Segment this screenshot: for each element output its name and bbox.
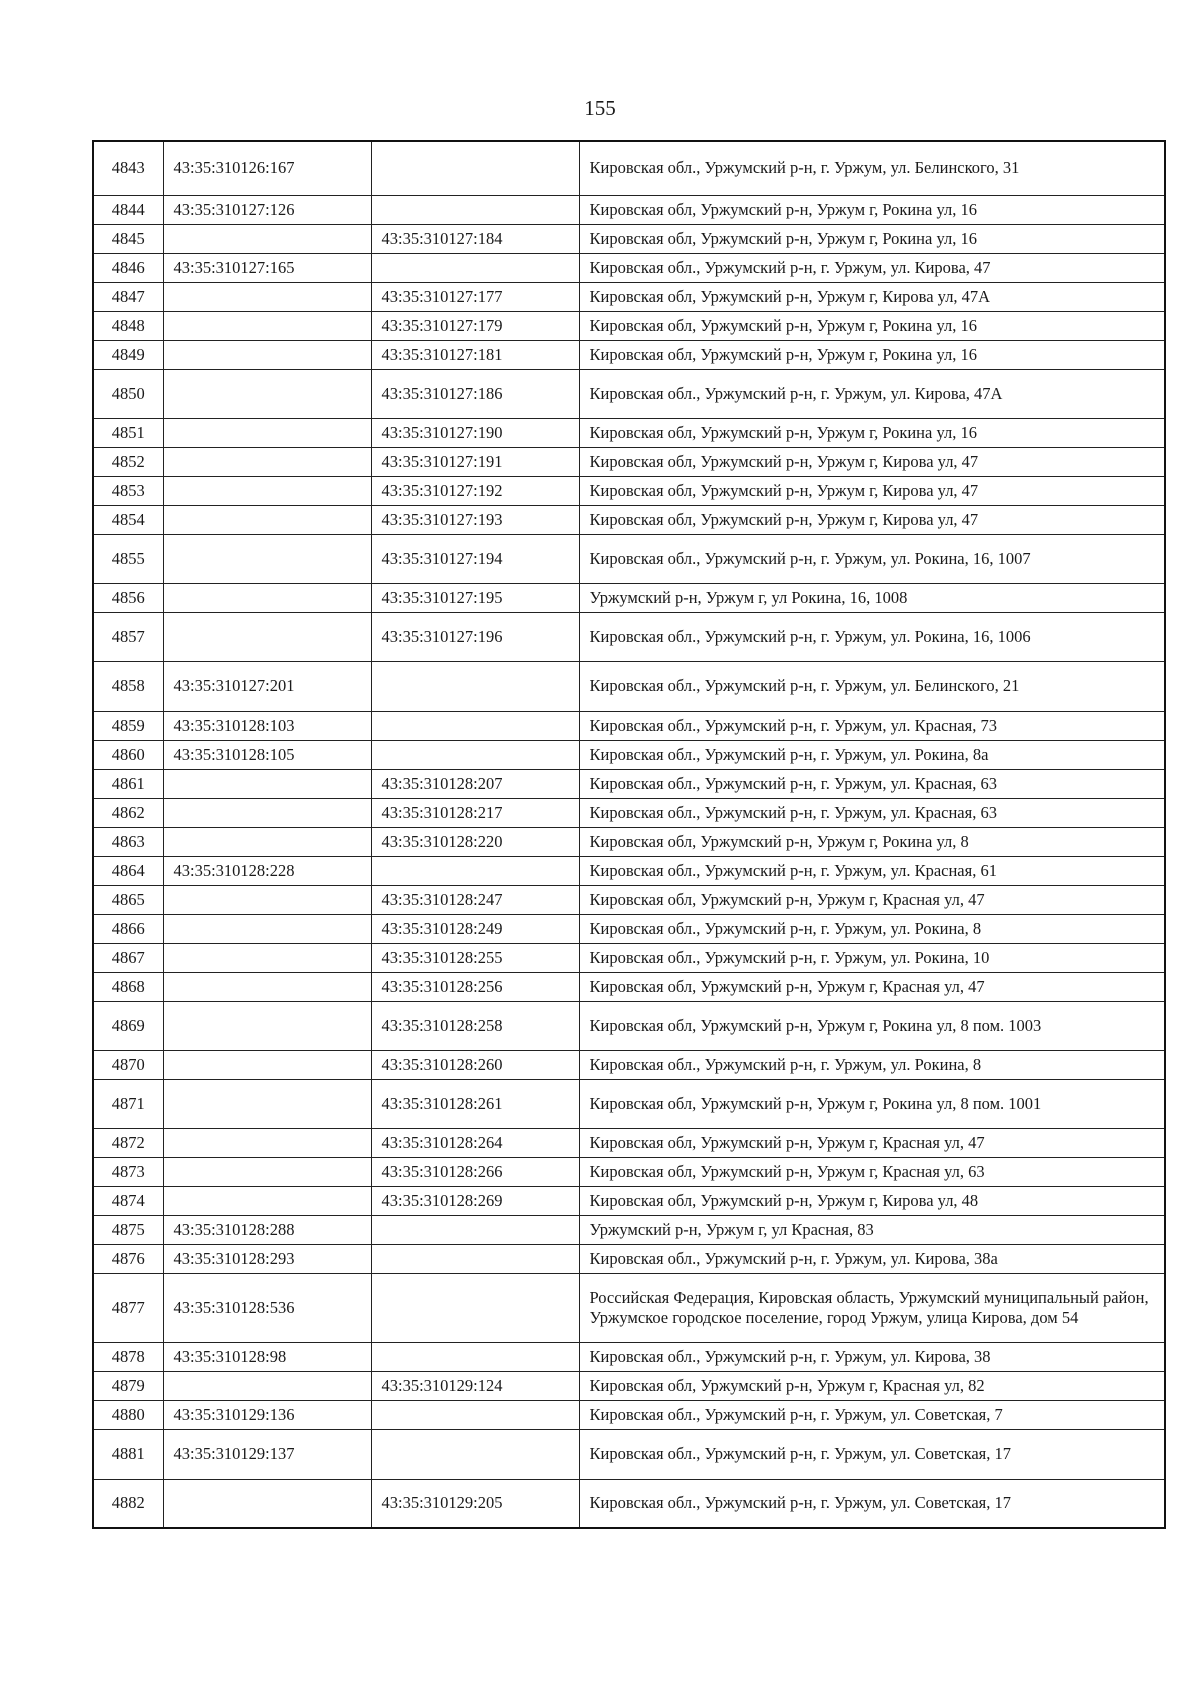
object-number-cell xyxy=(371,1244,579,1273)
table-row xyxy=(93,583,1165,612)
table-row xyxy=(93,711,1165,740)
object-number-cell: 43:35:310128:264 xyxy=(371,1128,579,1157)
row-number-cell: 4876 xyxy=(93,1244,163,1273)
row-number-cell: 4852 xyxy=(93,447,163,476)
table-row xyxy=(93,769,1165,798)
parcel-number-cell xyxy=(163,340,371,369)
parcel-number-cell xyxy=(163,311,371,340)
table-row xyxy=(93,224,1165,253)
parcel-number-cell: 43:35:310129:137 xyxy=(163,1429,371,1479)
address-cell: Кировская обл., Уржумский р-н, г. Уржум, ул. Советская, 7 xyxy=(579,1400,1165,1429)
row-number-cell: 4872 xyxy=(93,1128,163,1157)
address-cell: Кировская обл, Уржумский р-н, Уржум г, Красная ул, 63 xyxy=(579,1157,1165,1186)
row-number-cell: 4843 xyxy=(93,141,163,195)
address-cell: Кировская обл., Уржумский р-н, г. Уржум, ул. Красная, 63 xyxy=(579,769,1165,798)
table-row xyxy=(93,1215,1165,1244)
address-cell: Кировская обл, Уржумский р-н, Уржум г, Рокина ул, 16 xyxy=(579,311,1165,340)
object-number-cell: 43:35:310128:269 xyxy=(371,1186,579,1215)
parcel-number-cell: 43:35:310129:136 xyxy=(163,1400,371,1429)
table-row xyxy=(93,914,1165,943)
address-cell: Кировская обл, Уржумский р-н, Уржум г, Кирова ул, 47 xyxy=(579,447,1165,476)
parcel-number-cell xyxy=(163,1157,371,1186)
table-row xyxy=(93,253,1165,282)
row-number-cell: 4861 xyxy=(93,769,163,798)
address-cell: Кировская обл, Уржумский р-н, Уржум г, Красная ул, 82 xyxy=(579,1371,1165,1400)
row-number-cell: 4863 xyxy=(93,827,163,856)
table-row xyxy=(93,856,1165,885)
object-number-cell: 43:35:310127:191 xyxy=(371,447,579,476)
address-cell: Кировская обл, Уржумский р-н, Уржум г, Рокина ул, 16 xyxy=(579,195,1165,224)
row-number-cell: 4882 xyxy=(93,1479,163,1528)
address-cell: Кировская обл, Уржумский р-н, Уржум г, Рокина ул, 16 xyxy=(579,340,1165,369)
object-number-cell: 43:35:310127:186 xyxy=(371,369,579,418)
row-number-cell: 4873 xyxy=(93,1157,163,1186)
row-number-cell: 4850 xyxy=(93,369,163,418)
table-row xyxy=(93,534,1165,583)
table-row xyxy=(93,1429,1165,1479)
object-number-cell: 43:35:310128:247 xyxy=(371,885,579,914)
object-number-cell: 43:35:310128:217 xyxy=(371,798,579,827)
object-number-cell: 43:35:310127:195 xyxy=(371,583,579,612)
address-cell: Кировская обл, Уржумский р-н, Уржум г, Кирова ул, 47А xyxy=(579,282,1165,311)
table-row xyxy=(93,972,1165,1001)
object-number-cell xyxy=(371,1342,579,1371)
row-number-cell: 4866 xyxy=(93,914,163,943)
row-number-cell: 4874 xyxy=(93,1186,163,1215)
object-number-cell xyxy=(371,1400,579,1429)
address-cell: Уржумский р-н, Уржум г, ул Красная, 83 xyxy=(579,1215,1165,1244)
row-number-cell: 4862 xyxy=(93,798,163,827)
table-row xyxy=(93,827,1165,856)
table-row xyxy=(93,885,1165,914)
parcel-number-cell: 43:35:310127:201 xyxy=(163,661,371,711)
address-cell: Кировская обл, Уржумский р-н, Уржум г, Красная ул, 47 xyxy=(579,972,1165,1001)
object-number-cell xyxy=(371,711,579,740)
table-row xyxy=(93,1479,1165,1528)
parcel-number-cell xyxy=(163,943,371,972)
row-number-cell: 4851 xyxy=(93,418,163,447)
address-cell: Кировская обл., Уржумский р-н, г. Уржум, ул. Кирова, 47А xyxy=(579,369,1165,418)
object-number-cell xyxy=(371,141,579,195)
row-number-cell: 4846 xyxy=(93,253,163,282)
row-number-cell: 4879 xyxy=(93,1371,163,1400)
address-cell: Кировская обл, Уржумский р-н, Уржум г, Рокина ул, 16 xyxy=(579,418,1165,447)
parcel-number-cell xyxy=(163,1079,371,1128)
parcel-number-cell xyxy=(163,1128,371,1157)
parcel-number-cell xyxy=(163,1371,371,1400)
object-number-cell: 43:35:310128:261 xyxy=(371,1079,579,1128)
parcel-number-cell xyxy=(163,534,371,583)
object-number-cell xyxy=(371,740,579,769)
table-row xyxy=(93,1001,1165,1050)
parcel-number-cell xyxy=(163,224,371,253)
address-cell: Уржумский р-н, Уржум г, ул Рокина, 16, 1008 xyxy=(579,583,1165,612)
address-cell: Кировская обл., Уржумский р-н, г. Уржум, ул. Кирова, 38 xyxy=(579,1342,1165,1371)
parcel-number-cell: 43:35:310128:536 xyxy=(163,1273,371,1342)
row-number-cell: 4849 xyxy=(93,340,163,369)
table-row xyxy=(93,505,1165,534)
object-number-cell: 43:35:310128:256 xyxy=(371,972,579,1001)
object-number-cell: 43:35:310127:184 xyxy=(371,224,579,253)
object-number-cell: 43:35:310128:207 xyxy=(371,769,579,798)
parcel-number-cell xyxy=(163,1479,371,1528)
table-row xyxy=(93,418,1165,447)
object-number-cell: 43:35:310129:124 xyxy=(371,1371,579,1400)
address-cell: Кировская обл., Уржумский р-н, г. Уржум, ул. Рокина, 8 xyxy=(579,1050,1165,1079)
address-cell: Кировская обл., Уржумский р-н, г. Уржум, ул. Белинского, 31 xyxy=(579,141,1165,195)
object-number-cell: 43:35:310128:258 xyxy=(371,1001,579,1050)
table-row xyxy=(93,340,1165,369)
table-row xyxy=(93,740,1165,769)
address-cell: Кировская обл., Уржумский р-н, г. Уржум, ул. Рокина, 16, 1006 xyxy=(579,612,1165,661)
address-cell: Кировская обл., Уржумский р-н, г. Уржум, ул. Красная, 63 xyxy=(579,798,1165,827)
object-number-cell: 43:35:310127:192 xyxy=(371,476,579,505)
table-row xyxy=(93,1400,1165,1429)
object-number-cell: 43:35:310127:190 xyxy=(371,418,579,447)
parcel-number-cell xyxy=(163,505,371,534)
parcel-number-cell xyxy=(163,1050,371,1079)
object-number-cell xyxy=(371,856,579,885)
parcel-number-cell xyxy=(163,914,371,943)
object-number-cell xyxy=(371,1273,579,1342)
table-row xyxy=(93,1186,1165,1215)
row-number-cell: 4845 xyxy=(93,224,163,253)
registry-table-body xyxy=(93,141,1165,1528)
address-cell: Кировская обл., Уржумский р-н, г. Уржум, ул. Рокина, 16, 1007 xyxy=(579,534,1165,583)
parcel-number-cell: 43:35:310128:98 xyxy=(163,1342,371,1371)
object-number-cell: 43:35:310127:194 xyxy=(371,534,579,583)
row-number-cell: 4857 xyxy=(93,612,163,661)
address-cell: Кировская обл, Уржумский р-н, Уржум г, Красная ул, 47 xyxy=(579,1128,1165,1157)
parcel-number-cell: 43:35:310128:288 xyxy=(163,1215,371,1244)
parcel-number-cell xyxy=(163,476,371,505)
parcel-number-cell xyxy=(163,769,371,798)
table-row xyxy=(93,1128,1165,1157)
table-row xyxy=(93,1079,1165,1128)
table-row xyxy=(93,311,1165,340)
table-row xyxy=(93,1342,1165,1371)
parcel-number-cell: 43:35:310128:228 xyxy=(163,856,371,885)
object-number-cell: 43:35:310128:255 xyxy=(371,943,579,972)
row-number-cell: 4859 xyxy=(93,711,163,740)
object-number-cell: 43:35:310127:177 xyxy=(371,282,579,311)
parcel-number-cell: 43:35:310127:126 xyxy=(163,195,371,224)
row-number-cell: 4860 xyxy=(93,740,163,769)
parcel-number-cell: 43:35:310126:167 xyxy=(163,141,371,195)
row-number-cell: 4844 xyxy=(93,195,163,224)
object-number-cell: 43:35:310128:266 xyxy=(371,1157,579,1186)
object-number-cell xyxy=(371,253,579,282)
row-number-cell: 4864 xyxy=(93,856,163,885)
address-cell: Кировская обл., Уржумский р-н, г. Уржум, ул. Кирова, 47 xyxy=(579,253,1165,282)
row-number-cell: 4856 xyxy=(93,583,163,612)
table-row xyxy=(93,447,1165,476)
row-number-cell: 4868 xyxy=(93,972,163,1001)
table-row xyxy=(93,1244,1165,1273)
row-number-cell: 4855 xyxy=(93,534,163,583)
row-number-cell: 4848 xyxy=(93,311,163,340)
object-number-cell xyxy=(371,195,579,224)
address-cell: Кировская обл, Уржумский р-н, Уржум г, Рокина ул, 8 пом. 1001 xyxy=(579,1079,1165,1128)
table-row xyxy=(93,1371,1165,1400)
address-cell: Кировская обл, Уржумский р-н, Уржум г, Кирова ул, 47 xyxy=(579,476,1165,505)
object-number-cell xyxy=(371,1215,579,1244)
address-cell: Кировская обл, Уржумский р-н, Уржум г, Красная ул, 47 xyxy=(579,885,1165,914)
table-row xyxy=(93,141,1165,195)
table-row xyxy=(93,195,1165,224)
parcel-number-cell xyxy=(163,827,371,856)
table-row xyxy=(93,1157,1165,1186)
address-cell: Кировская обл, Уржумский р-н, Уржум г, Рокина ул, 8 xyxy=(579,827,1165,856)
object-number-cell: 43:35:310128:220 xyxy=(371,827,579,856)
address-cell: Кировская обл., Уржумский р-н, г. Уржум, ул. Красная, 61 xyxy=(579,856,1165,885)
row-number-cell: 4881 xyxy=(93,1429,163,1479)
registry-table xyxy=(92,140,1166,1529)
row-number-cell: 4869 xyxy=(93,1001,163,1050)
parcel-number-cell xyxy=(163,447,371,476)
object-number-cell: 43:35:310127:179 xyxy=(371,311,579,340)
address-cell: Кировская обл., Уржумский р-н, г. Уржум, ул. Белинского, 21 xyxy=(579,661,1165,711)
address-cell: Кировская обл, Уржумский р-н, Уржум г, Кирова ул, 48 xyxy=(579,1186,1165,1215)
row-number-cell: 4871 xyxy=(93,1079,163,1128)
address-cell: Кировская обл., Уржумский р-н, г. Уржум, ул. Рокина, 10 xyxy=(579,943,1165,972)
row-number-cell: 4880 xyxy=(93,1400,163,1429)
parcel-number-cell xyxy=(163,418,371,447)
object-number-cell: 43:35:310127:196 xyxy=(371,612,579,661)
parcel-number-cell xyxy=(163,583,371,612)
address-cell: Кировская обл., Уржумский р-н, г. Уржум, ул. Рокина, 8 xyxy=(579,914,1165,943)
table-row xyxy=(93,369,1165,418)
row-number-cell: 4847 xyxy=(93,282,163,311)
object-number-cell: 43:35:310128:249 xyxy=(371,914,579,943)
table-row xyxy=(93,798,1165,827)
object-number-cell: 43:35:310129:205 xyxy=(371,1479,579,1528)
table-row xyxy=(93,943,1165,972)
table-row xyxy=(93,1273,1165,1342)
address-cell: Кировская обл., Уржумский р-н, г. Уржум, ул. Кирова, 38а xyxy=(579,1244,1165,1273)
parcel-number-cell xyxy=(163,612,371,661)
row-number-cell: 4858 xyxy=(93,661,163,711)
table-row xyxy=(93,476,1165,505)
parcel-number-cell xyxy=(163,282,371,311)
table-row xyxy=(93,1050,1165,1079)
object-number-cell xyxy=(371,1429,579,1479)
address-cell: Кировская обл., Уржумский р-н, г. Уржум, ул. Красная, 73 xyxy=(579,711,1165,740)
parcel-number-cell: 43:35:310128:105 xyxy=(163,740,371,769)
parcel-number-cell: 43:35:310127:165 xyxy=(163,253,371,282)
parcel-number-cell xyxy=(163,369,371,418)
table-row xyxy=(93,661,1165,711)
address-cell: Российская Федерация, Кировская область, Уржумский муниципальный район, Уржумское городское поселение, город Уржум, улица Кирова, дом 54 xyxy=(579,1273,1165,1342)
row-number-cell: 4854 xyxy=(93,505,163,534)
row-number-cell: 4870 xyxy=(93,1050,163,1079)
row-number-cell: 4853 xyxy=(93,476,163,505)
row-number-cell: 4878 xyxy=(93,1342,163,1371)
object-number-cell: 43:35:310128:260 xyxy=(371,1050,579,1079)
row-number-cell: 4867 xyxy=(93,943,163,972)
row-number-cell: 4877 xyxy=(93,1273,163,1342)
address-cell: Кировская обл., Уржумский р-н, г. Уржум, ул. Рокина, 8а xyxy=(579,740,1165,769)
address-cell: Кировская обл, Уржумский р-н, Уржум г, Рокина ул, 16 xyxy=(579,224,1165,253)
parcel-number-cell: 43:35:310128:293 xyxy=(163,1244,371,1273)
parcel-number-cell xyxy=(163,1186,371,1215)
object-number-cell: 43:35:310127:181 xyxy=(371,340,579,369)
parcel-number-cell: 43:35:310128:103 xyxy=(163,711,371,740)
table-row xyxy=(93,282,1165,311)
parcel-number-cell xyxy=(163,972,371,1001)
object-number-cell: 43:35:310127:193 xyxy=(371,505,579,534)
row-number-cell: 4865 xyxy=(93,885,163,914)
address-cell: Кировская обл., Уржумский р-н, г. Уржум, ул. Советская, 17 xyxy=(579,1429,1165,1479)
parcel-number-cell xyxy=(163,885,371,914)
address-cell: Кировская обл, Уржумский р-н, Уржум г, Рокина ул, 8 пом. 1003 xyxy=(579,1001,1165,1050)
object-number-cell xyxy=(371,661,579,711)
parcel-number-cell xyxy=(163,798,371,827)
address-cell: Кировская обл., Уржумский р-н, г. Уржум, ул. Советская, 17 xyxy=(579,1479,1165,1528)
row-number-cell: 4875 xyxy=(93,1215,163,1244)
page-number: 155 xyxy=(584,96,616,120)
address-cell: Кировская обл, Уржумский р-н, Уржум г, Кирова ул, 47 xyxy=(579,505,1165,534)
parcel-number-cell xyxy=(163,1001,371,1050)
table-row xyxy=(93,612,1165,661)
